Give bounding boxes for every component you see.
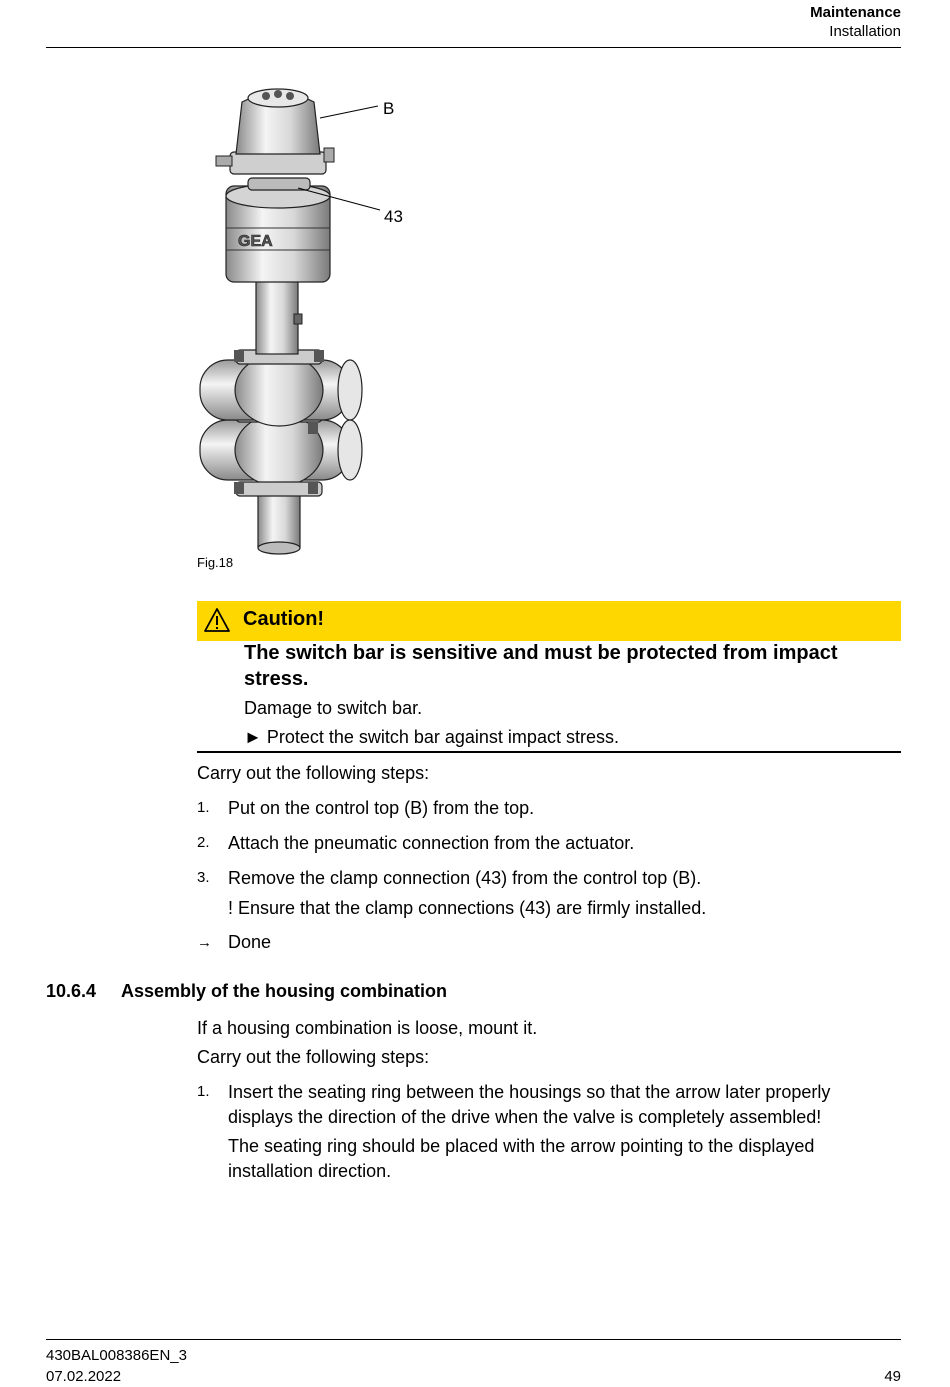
figure-caption: Fig.18	[197, 555, 234, 570]
header-divider	[46, 47, 901, 48]
step-text: Insert the seating ring between the housings so that the arrow later properly displays the direction of the drive when the valve is completely assembled!	[228, 1082, 831, 1127]
result-text: Done	[228, 932, 272, 952]
result-arrow-icon: →	[197, 934, 212, 951]
caution-body: Damage to switch bar.	[244, 698, 423, 718]
section-title: Assembly of the housing combination	[121, 981, 448, 1001]
step-text: Put on the control top (B) from the top.	[228, 798, 535, 818]
step-number: 1.	[197, 799, 210, 816]
caution-action: ► Protect the switch bar against impact stress.	[244, 727, 619, 747]
step-number: 2.	[197, 834, 210, 851]
document-date: 07.02.2022	[46, 1368, 122, 1385]
caution-divider	[197, 751, 901, 753]
steps-intro: Carry out the following steps:	[197, 1047, 430, 1067]
caution-title: Caution!	[243, 608, 325, 630]
callout-label-b: B	[383, 99, 395, 118]
valve-illustration	[190, 78, 430, 563]
page-number: 49	[884, 1368, 901, 1385]
gea-logo: GEA	[238, 233, 273, 250]
caution-headline: The switch bar is sensitive and must be protected from impact stress.	[244, 642, 838, 690]
callout-line-b	[320, 106, 378, 118]
document-id: 430BAL008386EN_3	[46, 1347, 187, 1364]
header-section-title: Maintenance	[810, 4, 901, 21]
section-intro: If a housing combination is loose, mount it.	[197, 1018, 538, 1038]
steps-intro: Carry out the following steps:	[197, 763, 430, 783]
step-number: 1.	[197, 1083, 210, 1100]
step-number: 3.	[197, 869, 210, 886]
section-number: 10.6.4	[46, 981, 97, 1001]
step-note: The seating ring should be placed with the arrow pointing to the displayed installation direction.	[228, 1136, 815, 1181]
callout-label-43: 43	[384, 207, 403, 226]
caution-banner	[197, 601, 901, 641]
footer-divider	[46, 1339, 901, 1340]
step-note: ! Ensure that the clamp connections (43) are firmly installed.	[228, 898, 707, 918]
step-text: Attach the pneumatic connection from the actuator.	[228, 833, 635, 853]
step-text: Remove the clamp connection (43) from the control top (B).	[228, 868, 702, 888]
warning-triangle-icon	[203, 607, 231, 633]
header-subsection-title: Installation	[829, 23, 901, 40]
